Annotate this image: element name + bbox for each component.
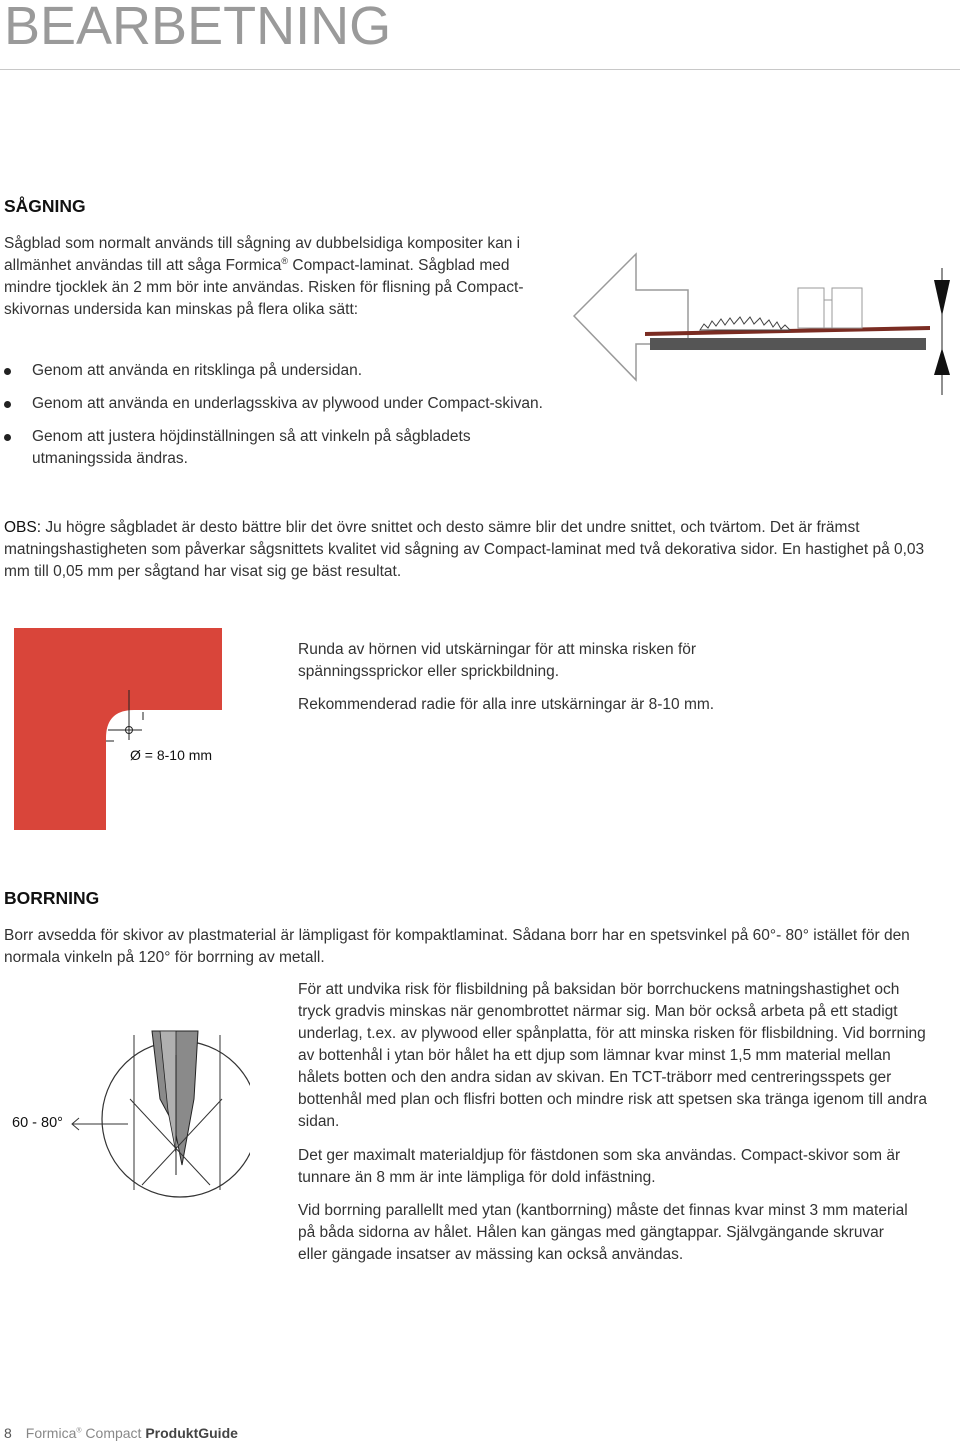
sawing-intro bbox=[4, 233, 549, 321]
sawing-intro-part1: Sågblad som normalt används till sågning av dubbelsidiga kompositer kan i allmänhet användas till att såga Formica bbox=[4, 235, 521, 274]
registered-mark: ® bbox=[281, 255, 289, 266]
list-item: Genom att justera höjdinställningen så att vinkeln på sågbladets utmaningssida ändras. bbox=[0, 426, 545, 470]
cutout-corner-diagram bbox=[14, 628, 224, 830]
footer-product: Compact bbox=[81, 1425, 146, 1441]
diameter-label: Ø = 8-10 mm bbox=[130, 747, 213, 763]
sawing-intro-part2: Compact-laminat. Sågblad med mindre tjocklek än 2 mm bör inte användas. Risken för flisning på Compact-skivornas undersida kan minskas på flera olika sätt: bbox=[4, 257, 524, 318]
obs-paragraph bbox=[4, 517, 954, 583]
list-item: Genom att använda en underlagsskiva av plywood under Compact-skivan. bbox=[0, 393, 545, 415]
sawing-heading: SÅGNING bbox=[4, 196, 86, 216]
drill-bit-icon bbox=[152, 1031, 198, 1175]
thickness-marker-icon bbox=[934, 268, 950, 395]
page-footer bbox=[4, 1424, 238, 1442]
bullet-icon bbox=[4, 434, 11, 441]
obs-label: OBS: bbox=[4, 519, 42, 536]
feed-direction-arrow-icon bbox=[574, 254, 688, 380]
fence-outline bbox=[798, 288, 862, 328]
laminate-panel-shape bbox=[14, 628, 222, 830]
footer-brand: Formica bbox=[25, 1425, 77, 1441]
footer-guide: ProduktGuide bbox=[145, 1425, 238, 1441]
drilling-paragraph-2: Det ger maximalt materialdjup för fästdonen som ska användas. Compact-skivor som är tunnare än 8 mm är inte lämpliga för dold infästning. bbox=[298, 1147, 901, 1186]
obs-text: Ju högre sågbladet är desto bättre blir det övre snittet och desto sämre blir det undre snittet, och tvärtom. Det är främst matningshastigheten som påverkar sågsnittets kvalitet vid sågning av Compact-laminat med två dekorativa sidor. En hastighet på 0,03 mm till 0,05 mm per sågtand har visat sig ge bäst resultat. bbox=[4, 519, 925, 580]
bullet-icon bbox=[4, 401, 11, 408]
drill-bit-diagram bbox=[10, 1015, 250, 1210]
drilling-paragraph-1: För att undvika risk för flisbildning på baksidan bör borrchuckens matningshastighet och tryck gradvis minskas när genombrottet närmar sig. Man bör också arbeta på ett stadigt underlag, t.ex. av plywood eller spånplatta, för att minska risken för flisbildning. Vid borrning av bottenhål i ytan bör hålet ha ett djup som lämnar kvar minst 1,5 mm material mellan hålets botten och den andra sidan av skivan. En TCT-träborr med centreringsspets ger bottenhål med plan och flisfri botten och mindre risk att spetsen ska tränga igenom till andra sidan. bbox=[298, 981, 927, 1130]
support-board bbox=[650, 338, 926, 350]
saw-blade-diagram bbox=[570, 250, 960, 395]
saw-blade-icon bbox=[700, 317, 790, 330]
footer-registered-mark: ® bbox=[76, 1427, 82, 1435]
bullet-icon bbox=[4, 368, 11, 375]
sawing-bullet-list bbox=[0, 360, 545, 481]
cutout-paragraph-2: Rekommenderad radie för alla inre utskärningar är 8-10 mm. bbox=[298, 696, 715, 713]
page-number: 8 bbox=[4, 1425, 12, 1441]
list-item: Genom att använda en ritsklinga på undersidan. bbox=[0, 360, 545, 382]
page-title: BEARBETNING bbox=[4, 0, 392, 56]
drilling-intro: Borr avsedda för skivor av plastmaterial är lämpligast för kompaktlaminat. Sådana borr har en spetsvinkel på 60°- 80° istället för den normala vinkeln på 120° för borrning av metall. bbox=[4, 927, 910, 966]
title-divider bbox=[0, 69, 960, 70]
drilling-paragraph-3: Vid borrning parallellt med ytan (kantborrning) måste det finnas kvar minst 3 mm material på båda sidorna av hålet. Hålen kan gängas med gängtappar. Självgängande skruvar eller gängade insatser av mässing kan också användas. bbox=[298, 1202, 908, 1263]
cutout-paragraph-1: Runda av hörnen vid utskärningar för att minska risken för spänningssprickor eller sprickbildning. bbox=[298, 641, 697, 680]
angle-label: 60 - 80° bbox=[12, 1115, 63, 1131]
angle-pointer-arrow-icon bbox=[72, 1118, 128, 1130]
drilling-heading: BORRNING bbox=[4, 888, 100, 908]
